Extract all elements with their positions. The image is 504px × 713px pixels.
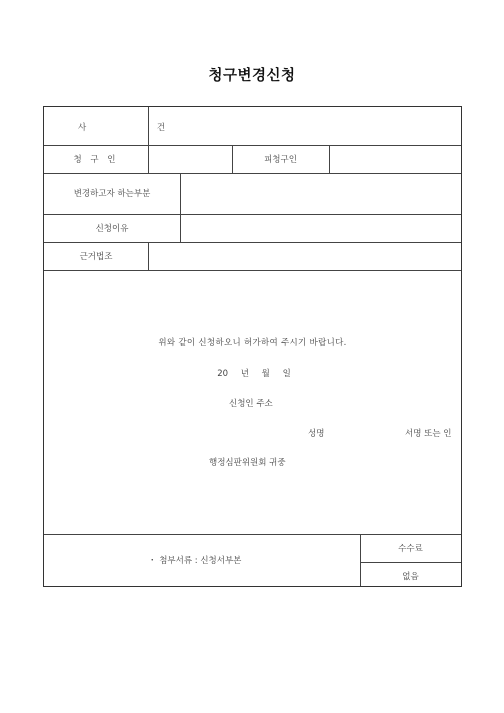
address-label: 신청인 주소 [229, 399, 273, 409]
row-divider [44, 145, 461, 146]
fee-label: 수수료 [398, 544, 423, 554]
signature-label: 서명 또는 인 [405, 429, 452, 439]
label-divider [180, 173, 181, 242]
fee-value: 없음 [402, 572, 419, 582]
attachments-note: ・ 첨부서류 : 신청서부본 [148, 556, 242, 566]
change-part-label: 변경하고자 하는부분 [73, 189, 151, 199]
row-divider [44, 270, 461, 271]
request-statement: 위와 같이 신청하오니 허가하여 주시기 바랍니다. [158, 338, 347, 348]
case-label: 사 건 [78, 123, 200, 133]
legal-basis-label: 근거법조 [79, 252, 113, 262]
row-divider [44, 534, 461, 535]
label-divider [148, 242, 149, 270]
label-divider [148, 107, 149, 173]
cell-divider [329, 145, 330, 173]
respondent-label: 피청구인 [264, 155, 297, 165]
row-divider [44, 242, 461, 243]
claimant-label: 청 구 인 [73, 155, 119, 165]
fee-divider [360, 562, 461, 563]
request-form [43, 106, 462, 587]
reason-label: 신청이유 [95, 224, 129, 234]
addressee: 행정심판위원회 귀중 [209, 458, 286, 468]
name-label: 성명 [308, 429, 325, 439]
form-title: 청구변경신청 [208, 68, 296, 84]
date-line: 20 년 월 일 [217, 369, 291, 379]
row-divider [44, 214, 461, 215]
row-divider [44, 173, 461, 174]
